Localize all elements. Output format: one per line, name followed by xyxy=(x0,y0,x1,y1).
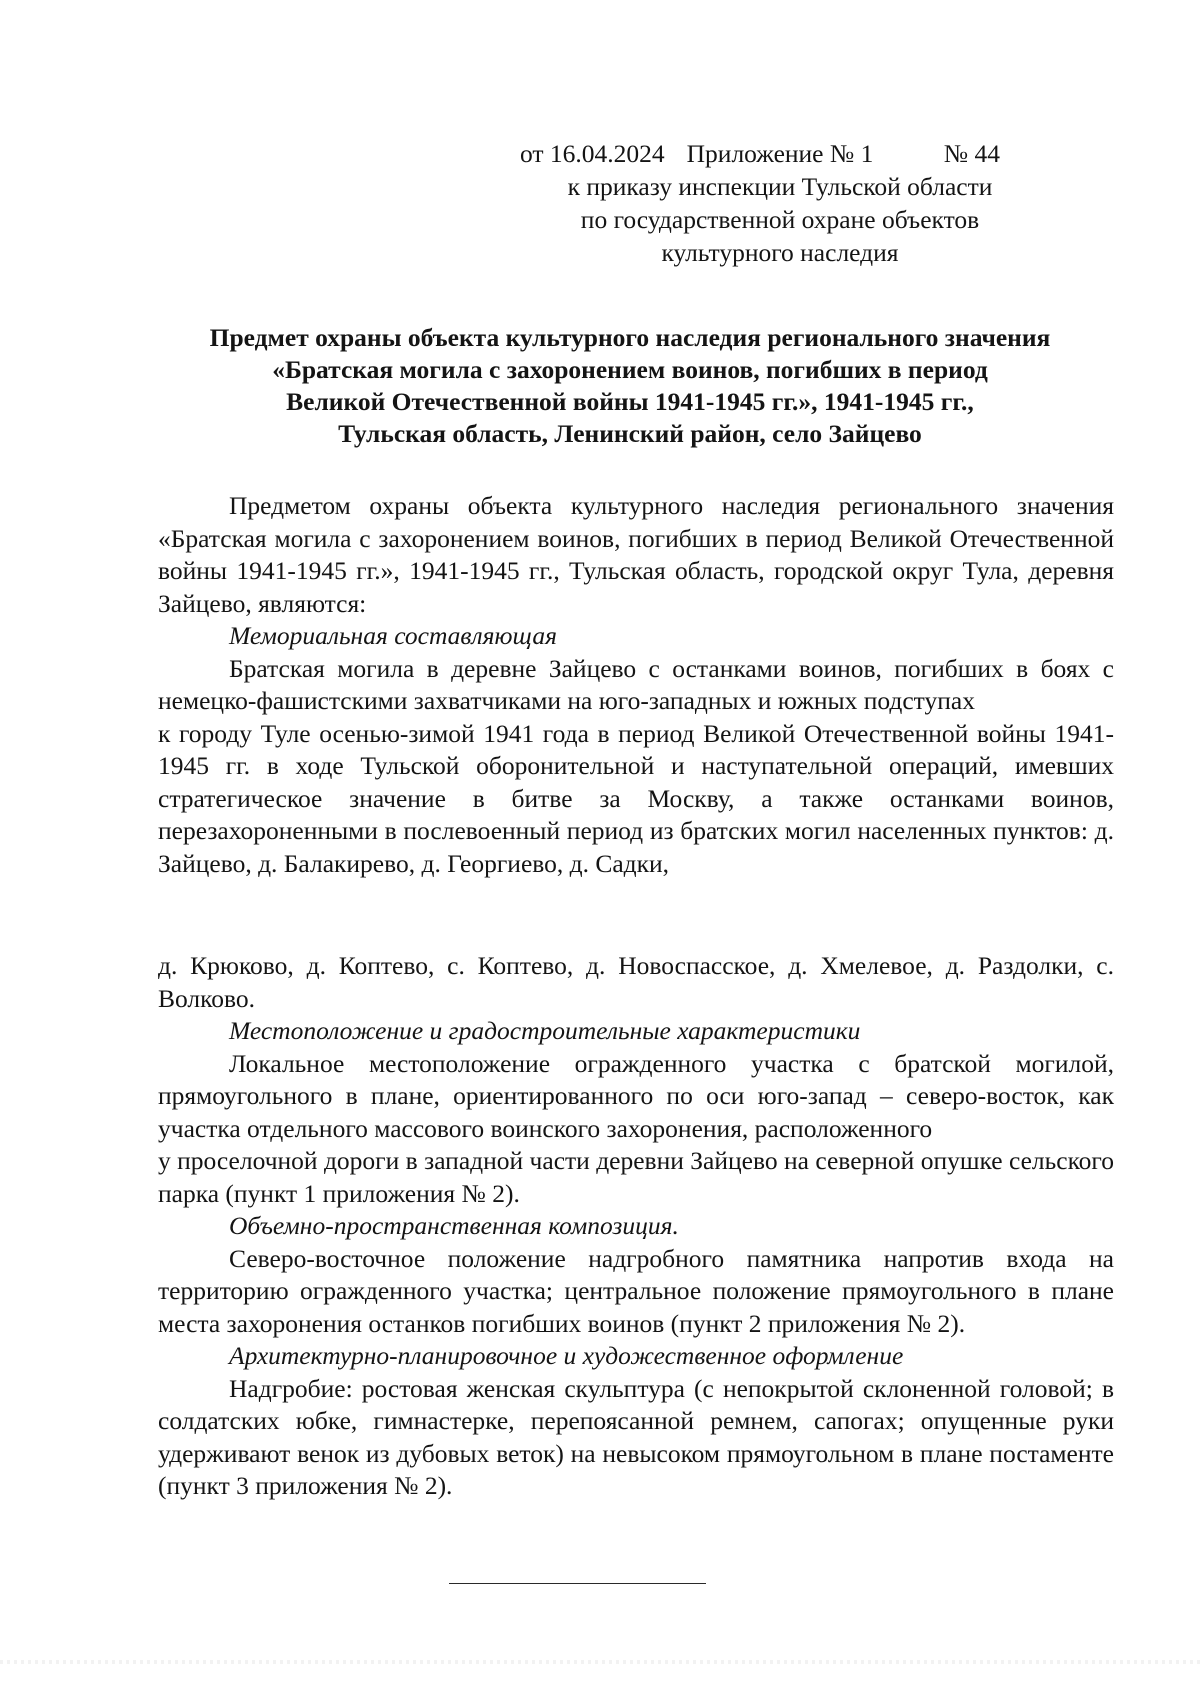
spatial-heading: Объемно-пространственная композиция. xyxy=(229,1211,679,1240)
intro-paragraph: Предметом охраны объекта культурного наследия регионального значения «Братская могила с захоронением воинов, погибших в период Великой Отечественной войны 1941-1945 гг.», 1941-1945 гг., Тульская область, городской округ Тула, деревня Зайцево, являются: xyxy=(158,491,1114,618)
architecture-heading: Архитектурно-планировочное и художественное оформление xyxy=(229,1341,904,1370)
document-title xyxy=(150,322,1110,450)
appendix-order-ref-3: культурного наследия xyxy=(661,238,899,267)
title-line-3: Великой Отечественной войны 1941-1945 гг.», 1941-1945 гг., xyxy=(286,387,974,416)
title-line-2: «Братская могила с захоронением воинов, погибших в период xyxy=(272,355,988,384)
scan-artifact xyxy=(0,1660,1200,1664)
architecture-paragraph: Надгробие: ростовая женская скульптура (с непокрытой склоненной головой; в солдатских юбке, гимнастерке, перепоясанной ремнем, сапогах; опущенные руки удерживают венок из дубовых веток) на невысоком прямоугольном в плане постаменте (пункт 3 приложения № 2). xyxy=(158,1373,1114,1500)
document-body-part-2 xyxy=(158,950,1114,1503)
memorial-heading: Мемориальная составляющая xyxy=(229,621,557,650)
appendix-number: Приложение № 1 xyxy=(686,139,874,168)
memorial-paragraph-3: д. Крюково, д. Коптево, с. Коптево, д. Новоспасское, д. Хмелевое, д. Раздолки, с. Волково. xyxy=(158,951,1114,1013)
memorial-paragraph-2: к городу Туле осенью-зимой 1941 года в период Великой Отечественной войны 1941-1945 гг. в ходе Тульской оборонительной и наступательной операций, имевших стратегическое значение в битве за Москву, а также останками воинов, перезахороненными в послевоенный период из братских могил населенных пунктов: д. Зайцево, д. Балакирево, д. Георгиево, д. Садки, xyxy=(158,718,1114,878)
document-body-part-1 xyxy=(158,490,1114,880)
location-paragraph-2: у проселочной дороги в западной части деревни Зайцево на северной опушке сельского парка (пункт 1 приложения № 2). xyxy=(158,1146,1114,1208)
end-divider xyxy=(449,1583,706,1584)
appendix-order-ref-2: по государственной охране объектов xyxy=(580,205,980,234)
order-number: № 44 xyxy=(943,139,1000,168)
title-line-1: Предмет охраны объекта культурного наследия регионального значения xyxy=(209,323,1051,352)
appendix-order-ref: к приказу инспекции Тульской области xyxy=(567,172,993,201)
location-paragraph-1: Локальное местоположение огражденного участка с братской могилой, прямоугольного в плане, ориентированного по оси юго-запад – северо-восток, как участка отдельного массового воинского захоронения, расположенного xyxy=(158,1048,1114,1143)
title-line-4: Тульская область, Ленинский район, село Зайцево xyxy=(338,419,922,448)
order-date-line xyxy=(520,137,1040,170)
location-heading: Местоположение и градостроительные характеристики xyxy=(229,1016,861,1045)
memorial-paragraph-1: Братская могила в деревне Зайцево с останками воинов, погибших в боях с немецко-фашистскими захватчиками на юго-западных и южных подступах xyxy=(158,653,1114,715)
spatial-paragraph: Северо-восточное положение надгробного памятника напротив входа на территорию огражденного участка; центральное положение прямоугольного в плане места захоронения останков погибших воинов (пункт 2 приложения № 2). xyxy=(158,1243,1114,1338)
order-date: от 16.04.2024 xyxy=(520,139,665,168)
